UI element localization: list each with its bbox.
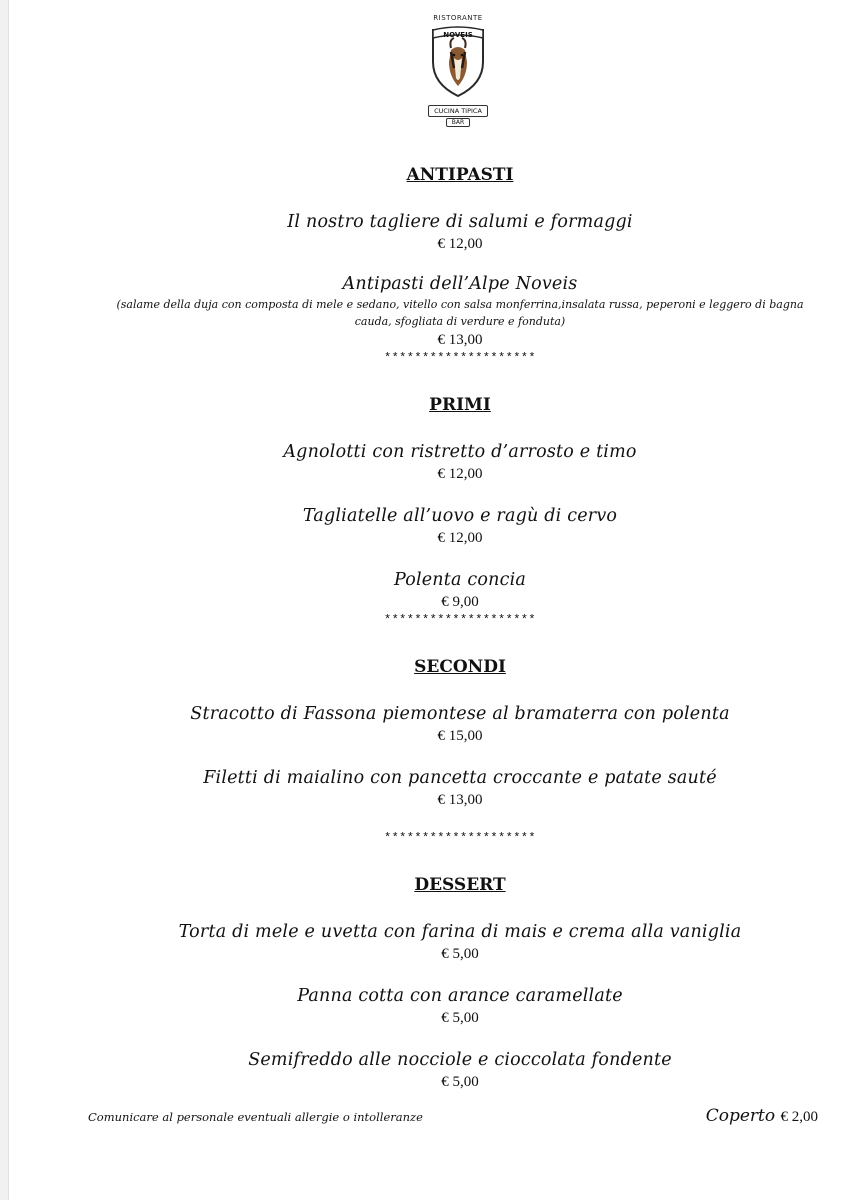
section-title-dessert: DESSERT [414, 875, 506, 895]
section-separator: ******************** [383, 831, 537, 845]
page-edge [0, 0, 9, 1200]
dish-name: Torta di mele e uvetta con farina di mais e crema alla vaniglia [178, 922, 742, 942]
logo-bar: BAR [446, 118, 470, 127]
logo-top-text: RISTORANTE [433, 14, 483, 22]
dish-price: € 5,00 [441, 1010, 479, 1026]
section-title-secondi: SECONDI [414, 657, 506, 677]
coperto-price: € 2,00 [780, 1109, 818, 1125]
section-title-antipasti: ANTIPASTI [406, 165, 514, 185]
dish-item [60, 1048, 860, 1092]
dish-name: Polenta concia [393, 570, 527, 590]
dish-name: Panna cotta con arance caramellate [297, 986, 623, 1006]
section-title-primi: PRIMI [429, 395, 491, 415]
dish-item [60, 504, 860, 548]
dish-price: € 9,00 [441, 594, 479, 610]
allergy-note: Comunicare al personale eventuali allergie o intolleranze [88, 1110, 423, 1124]
dish-item [60, 920, 860, 964]
dish-price: € 15,00 [437, 728, 483, 744]
dish-name: Tagliatelle all’uovo e ragù di cervo [302, 506, 618, 526]
dish-item [60, 766, 860, 810]
dish-item [60, 440, 860, 484]
dish-price: € 12,00 [437, 466, 483, 482]
dish-item [60, 272, 860, 350]
dish-price: € 5,00 [441, 1074, 479, 1090]
coperto-charge [706, 1106, 818, 1126]
dish-item [60, 702, 860, 746]
logo-name: NOVEIS [443, 31, 473, 39]
dish-price: € 5,00 [441, 946, 479, 962]
dish-price: € 12,00 [437, 236, 483, 252]
dish-name: Il nostro tagliere di salumi e formaggi [287, 212, 633, 232]
dish-name: Antipasti dell’Alpe Noveis [342, 274, 578, 294]
dish-item [60, 210, 860, 254]
dish-price: € 13,00 [437, 332, 483, 348]
restaurant-logo [416, 14, 500, 127]
chamois-shield-icon [427, 22, 489, 98]
dish-name: Agnolotti con ristretto d’arrosto e timo [283, 442, 637, 462]
section-separator: ******************** [383, 613, 537, 627]
section-separator: ******************** [383, 351, 537, 365]
dish-name: Stracotto di Fassona piemontese al bramaterra con polenta [190, 704, 730, 724]
coperto-label: Coperto [705, 1106, 776, 1126]
dish-item [60, 984, 860, 1028]
menu-page [60, 0, 860, 1200]
dish-price: € 13,00 [437, 792, 483, 808]
dish-name: Filetti di maialino con pancetta croccante e patate sauté [203, 768, 717, 788]
menu-body [60, 164, 860, 1092]
dish-description: (salame della duja con composta di mele e sedano, vitello con salsa monferrina,insalata russa, peperoni e leggero di bagna cauda, sfogliata di verdure e fonduta) [116, 298, 804, 328]
dish-name: Semifreddo alle nocciole e cioccolata fondente [248, 1050, 672, 1070]
dish-item [60, 568, 860, 612]
dish-price: € 12,00 [437, 530, 483, 546]
logo-band: CUCINA TIPICA [428, 105, 488, 117]
